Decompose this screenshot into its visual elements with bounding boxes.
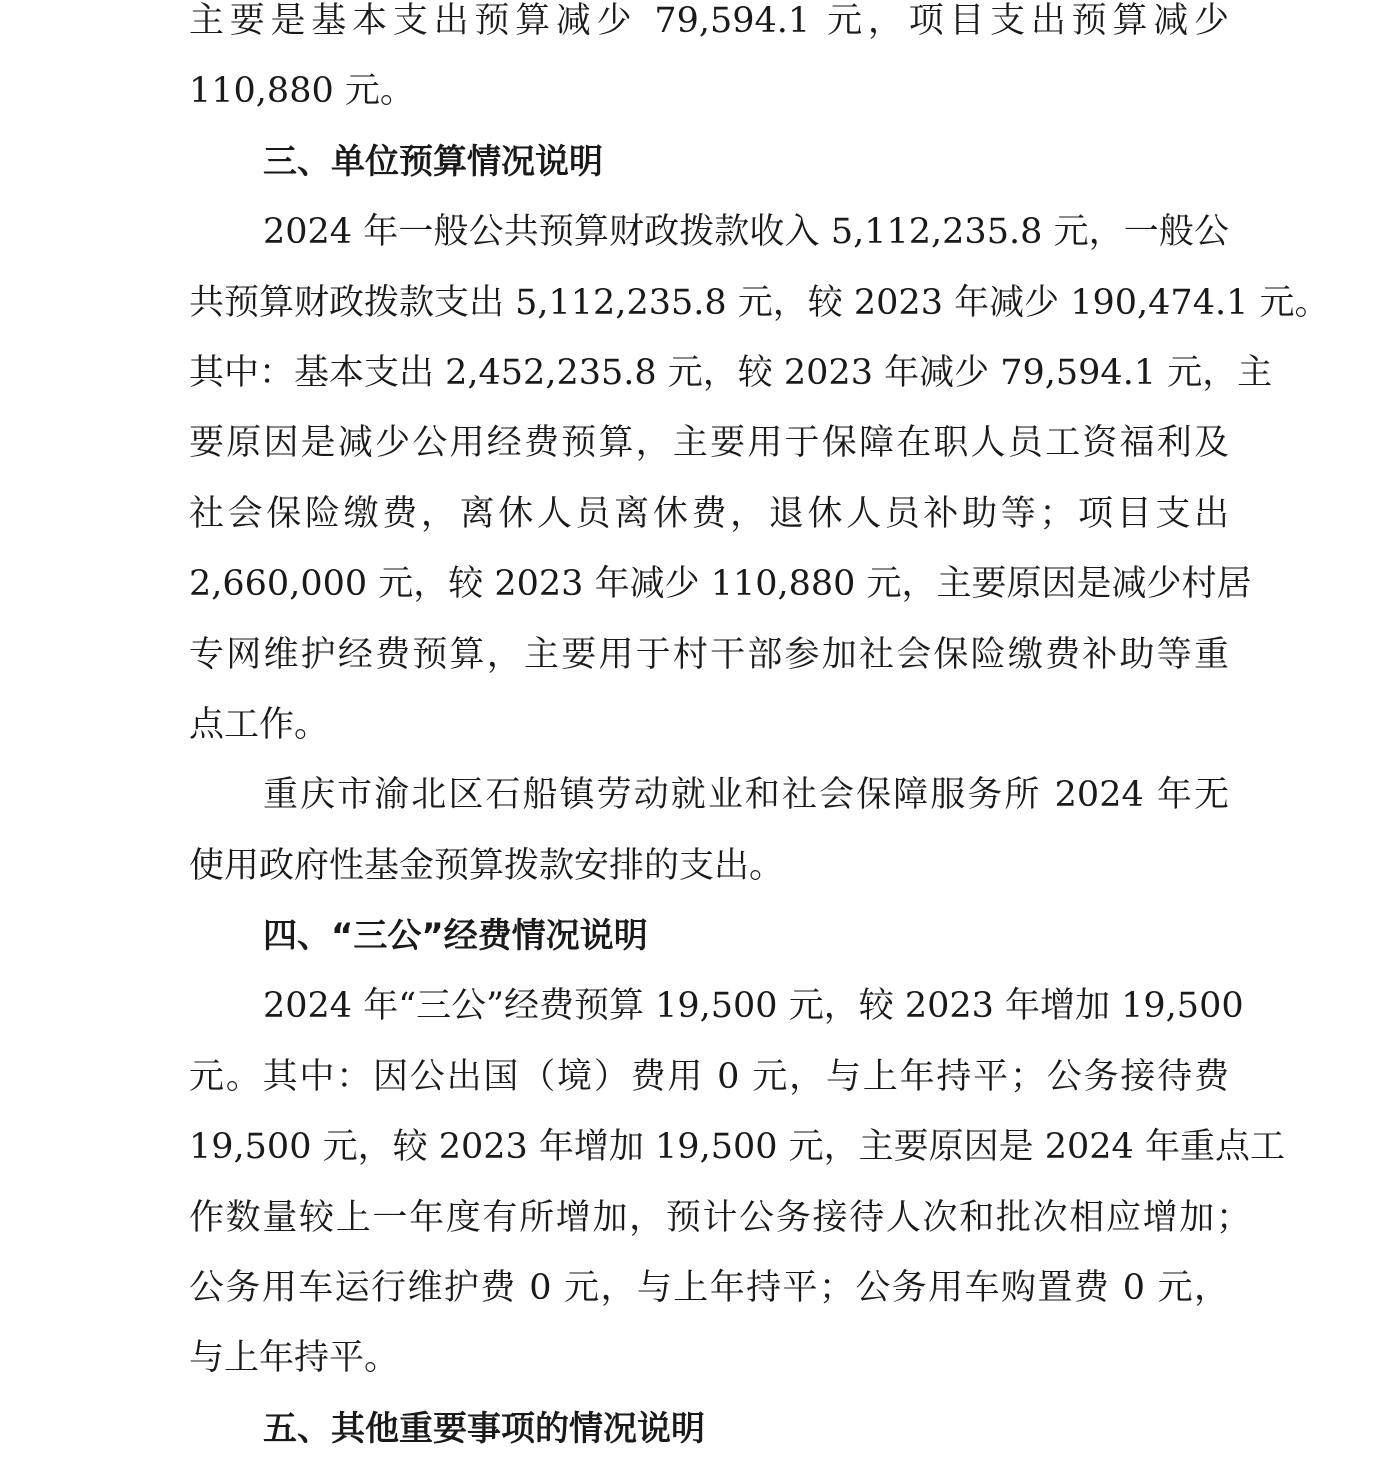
text-line: 点工作。 [189,704,330,745]
text-line: 重庆市渝北区石船镇劳动就业和社会保障服务所 2024 年无 [263,775,1229,816]
text-line: 与上年持平。 [189,1338,400,1379]
text-line: 2,660,000 元，较 2023 年减少 110,880 元，主要原因是减少村居 [189,564,1252,605]
text-line: 主要是基本支出预算减少 79,594.1 元，项目支出预算减少 [189,1,1229,41]
paragraph-three-public-expenses [189,971,1285,1393]
document-page [189,0,1330,1464]
paragraph-government-fund [189,760,1229,901]
paragraph-general-public-budget [189,197,1330,760]
text-line: 使用政府性基金预算拨款安排的支出。 [189,845,785,886]
text-line: 2024 年一般公共预算财政拨款收入 5,112,235.8 元，一般公 [263,212,1229,253]
text-line: 2024 年“三公”经费预算 19,500 元，较 2023 年增加 19,500 [263,986,1244,1027]
section-heading-three-public-expenses: 四、“三公”经费情况说明 [263,916,648,957]
text-line: 要原因是减少公用经费预算，主要用于保障在职人员工资福利及 [189,423,1229,464]
text-line: 公务用车运行维护费 0 元，与上年持平；公务用车购置费 0 元， [189,1268,1229,1309]
text-line: 共预算财政拨款支出 5,112,235.8 元，较 2023 年减少 190,474.1 元。 [189,282,1330,323]
text-line: 110,880 元。 [189,71,415,112]
paragraph-budget-decrease-continuation [189,0,1229,127]
text-line: 19,500 元，较 2023 年增加 19,500 元，主要原因是 2024 年重点工 [189,1127,1285,1168]
text-line: 社会保险缴费，离休人员离休费，退休人员补助等；项目支出 [189,493,1229,534]
section-heading-other-matters: 五、其他重要事项的情况说明 [263,1408,705,1449]
text-line: 作数量较上一年度有所增加，预计公务接待人次和批次相应增加； [189,1197,1251,1238]
section-heading-unit-budget: 三、单位预算情况说明 [263,141,603,182]
text-line: 专网维护经费预算，主要用于村干部参加社会保险缴费补助等重 [189,634,1229,675]
text-line: 元。其中：因公出国（境）费用 0 元，与上年持平；公务接待费 [189,1056,1229,1097]
text-line: 其中：基本支出 2,452,235.8 元，较 2023 年减少 79,594.1 元，主 [189,352,1273,393]
